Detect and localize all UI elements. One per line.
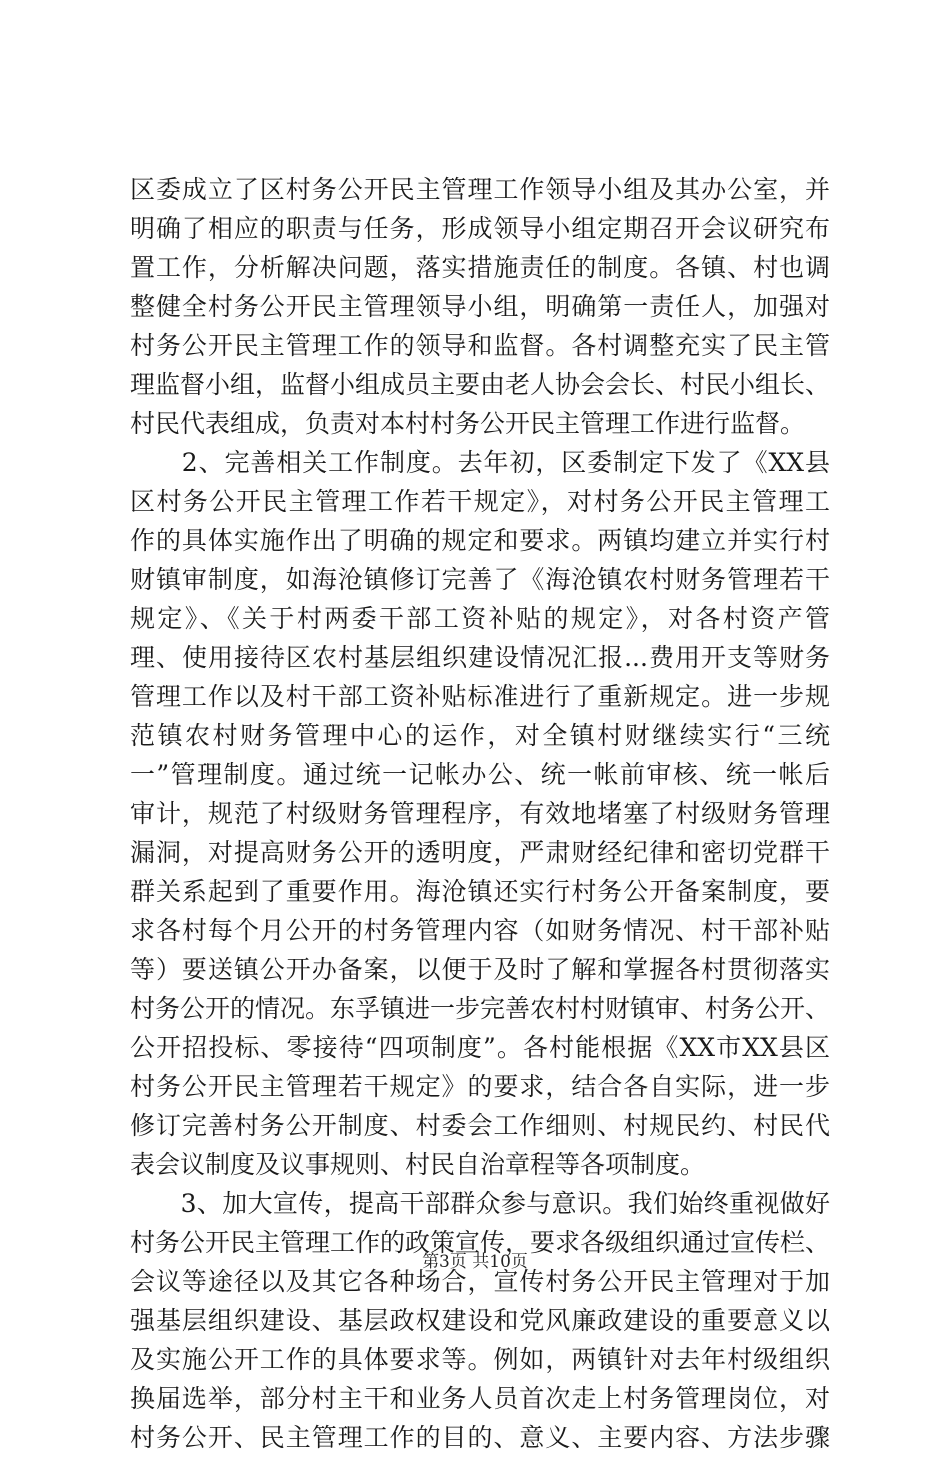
- text-line: 强基层组织建设、基层政权建设和党风廉政建设的重要意义以: [130, 1306, 830, 1335]
- text-line: 2、完善相关工作制度。去年初，区委制定下发了《XX县: [130, 448, 830, 477]
- text-line: 理、使用接待区农村基层组织建设情况汇报...费用开支等财务: [130, 643, 830, 672]
- text-line: 村务公开民主管理工作的政策宣传，要求各级组织通过宣传栏、: [130, 1228, 831, 1257]
- text-line: 整健全村务公开民主管理领导小组，明确第一责任人，加强对: [130, 292, 830, 321]
- text-line: 漏洞，对提高财务公开的透明度，严肃财经纪律和密切党群干: [130, 838, 830, 867]
- text-line: 及实施公开工作的具体要求等。例如，两镇针对去年村级组织: [130, 1345, 830, 1374]
- text-line: 财镇审制度，如海沧镇修订完善了《海沧镇农村财务管理若干: [130, 565, 830, 594]
- text-line: 规定》、《关于村两委干部工资补贴的规定》，对各村资产管: [130, 604, 830, 633]
- text-line: 村务公开、民主管理工作的目的、意义、主要内容、方法步骤: [130, 1423, 830, 1452]
- text-line: 管理工作以及村干部工资补贴标准进行了重新规定。进一步规: [130, 682, 830, 711]
- page-footer: 第3页 共10页: [422, 1252, 528, 1272]
- text-line: 作的具体实施作出了明确的规定和要求。两镇均建立并实行村: [130, 526, 830, 555]
- text-line: 村务公开民主管理工作的领导和监督。各村调整充实了民主管: [130, 331, 830, 360]
- text-line: 村务公开的情况。东孚镇进一步完善农村村财镇审、村务公开、: [130, 994, 831, 1023]
- text-line: 会议等途径以及其它各种场合，宣传村务公开民主管理对于加: [130, 1267, 830, 1296]
- text-line: 置工作，分析解决问题，落实措施责任的制度。各镇、村也调: [130, 253, 830, 282]
- text-line: 一”管理制度。通过统一记帐办公、统一帐前审核、统一帐后: [130, 760, 830, 789]
- text-line: 表会议制度及议事规则、村民自治章程等各项制度。: [130, 1150, 706, 1179]
- text-line: 明确了相应的职责与任务，形成领导小组定期召开会议研究布: [130, 214, 830, 243]
- text-line: 公开招投标、零接待“四项制度”。各村能根据《XX市XX县区: [130, 1033, 830, 1062]
- text-line: 群关系起到了重要作用。海沧镇还实行村务公开备案制度，要: [130, 877, 830, 906]
- text-line: 求各村每个月公开的村务管理内容（如财务情况、村干部补贴: [130, 916, 830, 945]
- text-line: 理监督小组，监督小组成员主要由老人协会会长、村民小组长、: [130, 370, 831, 399]
- text-line: 等）要送镇公开办备案，以便于及时了解和掌握各村贯彻落实: [130, 955, 830, 984]
- text-line: 范镇农村财务管理中心的运作，对全镇村财继续实行“三统: [130, 721, 830, 750]
- text-line: 区村务公开民主管理工作若干规定》，对村务公开民主管理工: [130, 487, 830, 516]
- text-line: 村务公开民主管理若干规定》的要求，结合各自实际，进一步: [130, 1072, 830, 1101]
- text-line: 3、加大宣传，提高干部群众参与意识。我们始终重视做好: [130, 1189, 830, 1218]
- text-line: 换届选举，部分村主干和业务人员首次走上村务管理岗位，对: [130, 1384, 830, 1413]
- text-line: 修订完善村务公开制度、村委会工作细则、村规民约、村民代: [130, 1111, 830, 1140]
- text-line: 村民代表组成，负责对本村村务公开民主管理工作进行监督。: [130, 409, 806, 438]
- text-line: 区委成立了区村务公开民主管理工作领导小组及其办公室，并: [130, 175, 830, 204]
- text-line: 审计，规范了村级财务管理程序，有效地堵塞了村级财务管理: [130, 799, 830, 828]
